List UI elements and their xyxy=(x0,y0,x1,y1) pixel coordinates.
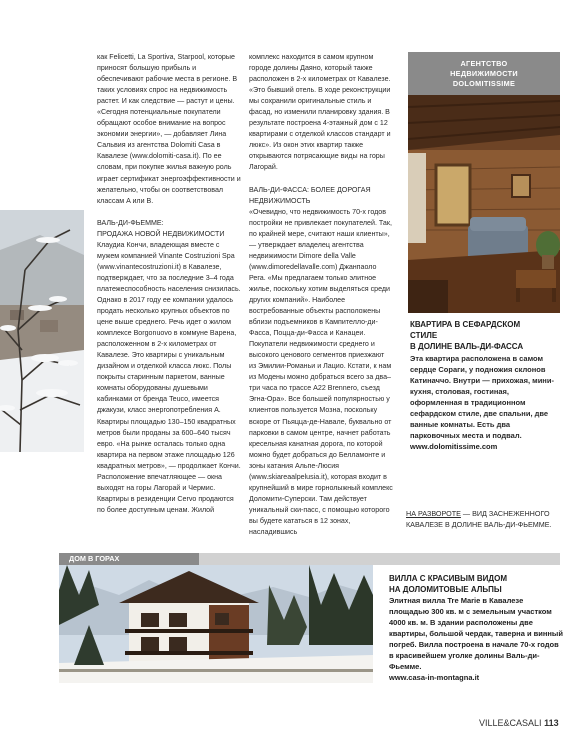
listing-title xyxy=(410,319,560,352)
magazine-name: VILLE&CASALI xyxy=(479,718,542,728)
agency-sidebar xyxy=(408,52,560,452)
agency-tag xyxy=(408,52,560,95)
section-heading-fassa: ВАЛЬ-ДИ-ФАССА: БОЛЕЕ ДОРОГАЯ НЕДВИЖИМОСТЬ xyxy=(249,185,371,205)
villa-title-line: НА ДОЛОМИТОВЫЕ АЛЬПЫ xyxy=(389,585,502,594)
agency-listing xyxy=(408,313,560,452)
page-number: 113 xyxy=(544,718,559,728)
agency-tag-line: DOLOMITISSIME xyxy=(452,79,516,88)
section-heading-fiemme: ВАЛЬ-ДИ-ФЬЕММЕ: xyxy=(97,218,164,227)
section-tag-mountain-house: ДОМ В ГОРАХ xyxy=(59,553,199,565)
snow-trees-illustration xyxy=(0,210,84,452)
page-footer xyxy=(479,718,559,728)
listing-title-line: В ДОЛИНЕ ВАЛЬ-ДИ-ФАССА xyxy=(410,342,524,351)
villa-website-link[interactable]: www.casa-in-montagna.it xyxy=(389,673,480,682)
villa-listing xyxy=(389,573,565,683)
agency-tag-line: НЕДВИЖИМОСТИ xyxy=(450,69,518,78)
listing-title-line: СТИЛЕ xyxy=(410,331,438,340)
article-paragraph: Квартиры в резиденции Cervo продаются по более доступным ценам. Жилой xyxy=(97,494,234,514)
agency-website-link[interactable]: www.dolomitissime.com xyxy=(410,442,498,451)
listing-description: Эта квартира расположена в самом сердце Сораги, у подножия склонов Катиначчо. Внутри — прихожая, мини-кухня, столовая, гостиная, оформленная в традиционном сефардском стиле, две спальни, две ванные комнаты. Есть два парковочных места и подвал. xyxy=(410,354,554,440)
villa-title-line: ВИЛЛА С КРАСИВЫМ ВИДОМ xyxy=(389,574,507,583)
villa-photo xyxy=(59,565,373,683)
spread-caption-text: — ВИД ЗАСНЕЖЕННОГО КАВАЛЕЗЕ В ДОЛИНЕ ВАЛЬ-ДИ-ФЬЕММЕ. xyxy=(406,509,552,529)
article-paragraph: «Очевидно, что недвижимость 70-х годов постройки не привлекает покупателей. Так, по крайней мере, считают наши клиенты», — утверждает владелец агентства недвижимости Dimore della Valle (www.dimoredellavalle.com) Джанпаоло Рега. «Мы предлагаем только элитное жилье, поскольку хотим выделяться среди других компаний». Наиболее востребованные объекты расположены вблизи подъемников в Кампителло-ди-Фасса, Поцца-ди-Фасса и Канацеи. Покупатели недвижимости среднего и высокого ценового сегментов приезжают из Эмилии-Романьи и Лацио. Кстати, к нам из Модены можно добраться всего за два–три часа по трассе A22 Brennero, съезд Эгна-Ора». Все большей популярностью у клиентов пользуется Мозна, поскольку вскоре от Пьяцца-де-Навале, буквально от парковки в самом центре, начнет работать кресельная канатная дорога, по которой можно будет добраться до Белламонте и зоны катания Альпе-Люсия (www.skiareaalpelusia.it), которая входит в крупнейший в мире горнолыжный комплекс Доломити-Суперски. Там действует уникальный ски-пасс, с помощью которого вы будете кататься в 12 зонах, насладившись xyxy=(249,207,393,536)
villa-illustration xyxy=(59,565,373,683)
agency-tag-line: АГЕНТСТВО xyxy=(460,59,508,68)
article-paragraph: как Felicetti, La Sportiva, Starpool, которые приносят большую прибыль и обеспечивают рабочие места в регионе. В таких условиях спрос на недвижимость растет. И как следствие — растут и цены. «Сегодня потенциальные покупатели обращают особое внимание на вопрос экономии энергии», — добавляет Лина Сальвия из агентства Dolomiti Casa в Кавалезе (www.dolomiti-casa.it). По ее словам, при покупке жилья важную роль играет сертификат энергоэффективности и желательно, чтобы он соответствовал классам A или B. xyxy=(97,53,241,205)
spread-caption xyxy=(406,508,566,530)
spread-caption-lead: НА РАЗВОРОТЕ xyxy=(406,509,461,518)
interior-photo xyxy=(408,95,560,313)
article-paragraph: комплекс находится в самом крупном городе долины Даяно, который также расположен в 2-х километрах от Кавалезе. «Это бывший отель. В ходе реконструкции мы сохранили оригинальные стиль и фасад, но изменили планировку здания. В результате построена 4-этажный дом с 12 квартирами с отделкой классов стандарт и люкс». Из окон этих квартир также открываются потрясающие виды на горы Лагорай. xyxy=(249,53,391,172)
article-column-1 xyxy=(97,52,241,516)
villa-title xyxy=(389,573,565,595)
section-heading-fiemme-sub: ПРОДАЖА НОВОЙ НЕДВИЖИМОСТИ xyxy=(97,229,225,238)
article-column-2 xyxy=(249,52,393,538)
listing-title-line: КВАРТИРА В СЕФАРДСКОМ xyxy=(410,320,521,329)
snow-trees-photo xyxy=(0,210,84,452)
article-paragraph: Клаудиа Кончи, владеющая вместе с мужем компанией Vinante Costruzioni Spa (www.vinantecostruzioni.it) в Кавалезе, подтверждает, что за последние 3–4 года платежеспособность населения снизилась. Однако в 2017 году ее компании удалось продать несколько крупных объектов по цене выше среднего. Речь идет о жилом комплексе Borgonuovo в коммуне Варена, расположенном в 2-х километрах от Кавалезе. Это квартиры с уникальным дизайном и отделкой класса люкс. Полы покрыты старинным паркетом, ванные комнаты оборудованы душевыми кабинками от бренда Teuco, имеется джакузи, класс энергопотребления A. Квартиры площадью 130–150 квадратных метров были проданы за 600–640 тысяч евро. «На рынке осталась только одна квартира на первом этаже площадью 126 квадратных метров», — продолжает Кончи. Расположение впечатляющее — окна выходят на горы Лагорай и Чермис. xyxy=(97,240,241,492)
villa-description: Элитная вилла Tre Marie в Кавалезе площадью 300 кв. м с земельным участком 4000 кв. м. В здании расположены две квартиры, большой чердак, таверна и винный погреб. Вилла построена в начале 70-х годов в красивейшем уголке долины Валь-ди-Фьемме. xyxy=(389,596,563,671)
interior-illustration xyxy=(408,95,560,313)
